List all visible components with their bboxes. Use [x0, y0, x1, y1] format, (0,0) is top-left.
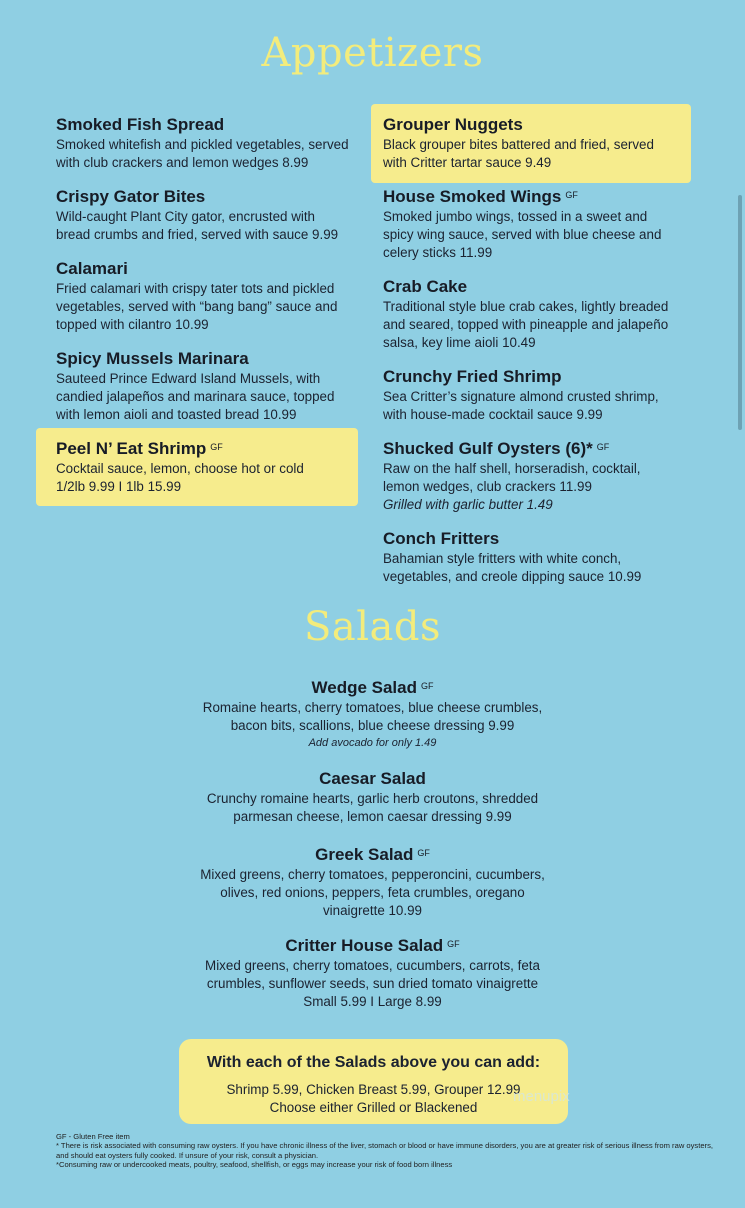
- item-description: Wild-caught Plant City gator, encrusted with bread crumbs and fried, served with sauce 9.99: [56, 209, 339, 242]
- item-description: Fried calamari with crispy tater tots and pickled vegetables, served with “bang bang” sauce and topped with cilantro 10.99: [56, 281, 338, 332]
- item-description: Raw on the half shell, horseradish, cocktail, lemon wedges, club crackers 11.99: [383, 461, 641, 494]
- item-name: House Smoked Wings $^{GF}$: [383, 187, 578, 206]
- item-name: Crunchy Fried Shrimp: [383, 367, 562, 386]
- item-name: Shucked Gulf Oysters (6)* $^{GF}$: [383, 439, 610, 458]
- addons-proteins: Shrimp 5.99, Chicken Breast 5.99, Grouper 12.99: [226, 1082, 521, 1097]
- item-name: Spicy Mussels Marinara: [56, 349, 249, 368]
- gluten-free-badge: GF: [565, 190, 578, 200]
- item-name: Crispy Gator Bites: [56, 187, 206, 206]
- item-name: Grouper Nuggets: [383, 115, 523, 134]
- menu-item: [56, 115, 349, 172]
- addons-title: With each of the Salads above you can add:: [206, 1054, 541, 1071]
- gluten-free-badge: GF: [596, 442, 610, 452]
- menu-item: [383, 187, 661, 262]
- footnote: * There is risk associated with consuming raw oysters. If you have chronic illness of the liver, stomach or blood or have immune disorders, you are at greater risk of serious illness from raw oysters, and should eat oysters fully cooked. If unsure of your risk, consult a physician.: [56, 1141, 713, 1160]
- menu-item: [56, 439, 304, 496]
- item-description: Black grouper bites battered and fried, served with Critter tartar sauce 9.49: [383, 137, 654, 170]
- item-description: Mixed greens, cherry tomatoes, cucumbers, carrots, feta crumbles, sunflower seeds, sun dried tomato vinaigrette Small 5.99 I Large 8.99: [205, 958, 540, 1009]
- menu-item: [56, 259, 337, 334]
- item-name: Wedge Salad $^{GF}$: [311, 678, 434, 697]
- item-description: Romaine hearts, cherry tomatoes, blue cheese crumbles, bacon bits, scallions, blue cheese dressing 9.99: [202, 700, 543, 733]
- menu-item: [383, 439, 641, 514]
- salad-item: [0, 769, 745, 826]
- item-note: Grilled with garlic butter 1.49: [383, 497, 553, 512]
- item-name: Caesar Salad: [319, 769, 426, 788]
- item-description: Traditional style blue crab cakes, lightly breaded and seared, topped with pineapple and jalapeño salsa, key lime aioli 10.49: [383, 299, 669, 350]
- item-note: Add avocado for only 1.49: [308, 737, 437, 749]
- footnotes: [56, 1132, 716, 1170]
- menu-item: [383, 529, 641, 586]
- menu-item: [56, 349, 334, 424]
- footnote: *Consuming raw or undercooked meats, poultry, seafood, shellfish, or eggs may increase your risk of food born illness: [56, 1160, 453, 1170]
- item-name: Peel N’ Eat Shrimp $^{GF}$: [56, 439, 223, 458]
- item-description: Cocktail sauce, lemon, choose hot or cold 1/2lb 9.99 I 1lb 15.99: [56, 461, 304, 494]
- menu-item: [383, 277, 668, 352]
- item-description: Sauteed Prince Edward Island Mussels, with candied jalapeños and marinara sauce, topped with lemon aioli and toasted bread 10.99: [56, 371, 335, 422]
- watermark: menupix: [513, 1088, 570, 1105]
- salad-addons-box: [179, 1039, 568, 1124]
- item-name: Critter House Salad $^{GF}$: [285, 936, 460, 955]
- addons-preparation: Choose either Grilled or Blackened: [269, 1100, 478, 1115]
- salad-item: [0, 936, 745, 1011]
- menu-item: [383, 115, 654, 172]
- menu-item: [383, 367, 659, 424]
- item-description: Mixed greens, cherry tomatoes, pepperoncini, cucumbers, olives, red onions, peppers, feta crumbles, oregano vinaigrette 10.99: [200, 867, 545, 918]
- item-description: Sea Critter’s signature almond crusted shrimp, with house-made cocktail sauce 9.99: [383, 389, 659, 422]
- gluten-free-badge: GF: [210, 442, 223, 452]
- item-name: Smoked Fish Spread: [56, 115, 225, 134]
- gluten-free-badge: GF: [447, 939, 460, 949]
- item-description: Smoked jumbo wings, tossed in a sweet and spicy wing sauce, served with blue cheese and celery sticks 11.99: [383, 209, 662, 260]
- salad-item: [0, 845, 745, 920]
- item-name: Crab Cake: [383, 277, 468, 296]
- menu-item: [56, 187, 338, 244]
- item-description: Smoked whitefish and pickled vegetables, served with club crackers and lemon wedges 8.99: [56, 137, 349, 170]
- scrollbar[interactable]: [738, 195, 742, 430]
- item-description: Bahamian style fritters with white conch, vegetables, and creole dipping sauce 10.99: [383, 551, 642, 584]
- gluten-free-badge: GF: [417, 848, 430, 858]
- appetizers-heading: Appetizers: [261, 30, 484, 76]
- footnote: GF - Gluten Free item: [56, 1132, 130, 1141]
- salads-heading: Salads: [303, 604, 442, 650]
- salad-item: [0, 678, 745, 751]
- item-name: Conch Fritters: [383, 529, 500, 548]
- item-name: Greek Salad $^{GF}$: [315, 845, 430, 864]
- gluten-free-badge: GF: [421, 681, 434, 691]
- item-name: Calamari: [56, 259, 128, 278]
- item-description: Crunchy romaine hearts, garlic herb croutons, shredded parmesan cheese, lemon caesar dressing 9.99: [206, 791, 539, 824]
